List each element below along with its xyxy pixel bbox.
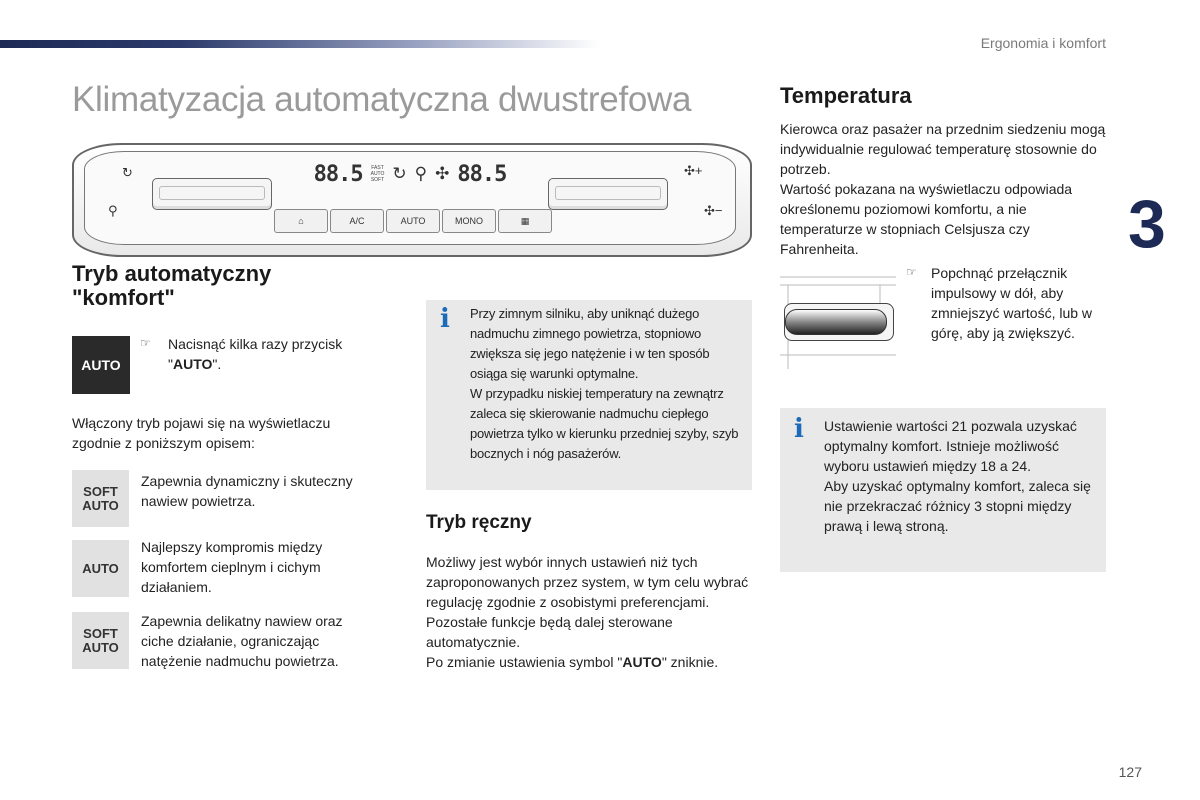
left-temperature-display: 88.5 — [313, 161, 363, 187]
cold-engine-info-box — [426, 300, 752, 490]
soft-auto-badge-high: SOFT AUTO — [72, 470, 129, 527]
mode-description-low: Zapewnia delikatny nawiew oraz ciche działanie, ograniczając natężenie nadmuchu powietrza. — [141, 613, 343, 669]
auto-comfort-heading: Tryb automatyczny "komfort" — [72, 261, 272, 310]
seat-heat-icon: ⚲ — [108, 203, 118, 218]
pointer-icon: ☞ — [140, 336, 151, 350]
panel-display — [300, 158, 520, 190]
temperature-info-box — [780, 408, 1106, 572]
fan-display-icon: ✣ — [435, 164, 450, 183]
temperature-instruction: Popchnąć przełącznik impulsowy w dół, aby zmniejszyć wartość, lub w górę, aby ją zwiększyć. — [931, 265, 1093, 341]
mode-description-high: Zapewnia dynamiczny i skuteczny nawiew powietrza. — [141, 473, 353, 509]
manual-mode-text: Możliwy jest wybór innych ustawień niż tych zaproponowanych przez system, w tym celu wybrać regulację zgodnie z osobistymi preferencjami. Pozostałe funkcje będą dalej sterowane automatycznie. Po zmianie ustawienia symbol "AUTO" zniknie. — [426, 554, 749, 670]
auto-badge: AUTO — [72, 336, 130, 394]
auto-instruction: Nacisnąć kilka razy przycisk "AUTO". — [168, 336, 343, 372]
section-header: Ergonomia i komfort — [980, 35, 1106, 51]
mode-description-normal: Najlepszy kompromis między komfortem cieplnym i cichym działaniem. — [141, 539, 323, 595]
left-temperature-switch — [152, 178, 272, 210]
rear-window-icon: ▦ — [520, 215, 530, 226]
page-title: Klimatyzacja automatyczna dwustrefowa — [72, 80, 692, 119]
soft-auto-badge-low: SOFT AUTO — [72, 612, 129, 669]
chapter-number: 3 — [1128, 186, 1166, 262]
temperature-heading: Temperatura — [780, 83, 912, 108]
switch-roller — [785, 309, 887, 335]
temperature-info-text: Ustawienie wartości 21 pozwala uzyskać optymalny komfort. Istnieje możliwość wyboru ustawień między 18 a 24. Aby uzyskać optymalny komfort, zaleca się nie przekraczać różnicy 3 stopni między prawą i lewą stroną. — [824, 418, 1091, 534]
auto-badge-normal: AUTO — [72, 540, 129, 597]
recirculation-display-icon: ↻ — [392, 164, 407, 183]
fan-increase-icon: ✣+ — [684, 163, 703, 178]
info-icon: i — [794, 414, 804, 444]
windscreen-icon: ⌂ — [298, 216, 304, 226]
climate-control-panel — [72, 143, 750, 255]
temperature-switch-illustration — [780, 273, 896, 369]
right-temperature-switch — [548, 178, 668, 210]
temperature-text: Kierowca oraz pasażer na przednim siedzeniu mogą indywidualnie regulować temperaturę stosownie do potrzeb. Wartość pokazana na wyświetlaczu odpowiada określonemu poziomowi komfortu, a nie temperaturze w stopniach Celsjusza czy Fahrenheita. — [780, 121, 1106, 257]
mono-button: MONO — [442, 209, 496, 233]
page-number: 127 — [1118, 764, 1142, 780]
rear-demist-button — [498, 209, 552, 233]
fan-decrease-icon: ✣− — [704, 203, 723, 218]
info-icon: i — [440, 304, 450, 334]
mode-mini-labels: FAST AUTO SOFT — [370, 165, 385, 183]
auto-lead-text: Włączony tryb pojawi się na wyświetlaczu zgodnie z poniższym opisem: — [72, 415, 331, 451]
windscreen-demist-button — [274, 209, 328, 233]
right-temperature-display: 88.5 — [457, 161, 507, 187]
recirculation-icon: ↻ — [122, 165, 133, 180]
manual-mode-heading: Tryb ręczny — [426, 512, 532, 533]
pointer-icon: ☞ — [906, 265, 917, 279]
header-gradient-bar — [0, 40, 600, 48]
switch-housing — [784, 303, 894, 341]
cold-engine-info-text: Przy zimnym silniku, aby uniknąć dużego nadmuchu zimnego powietrza, stopniowo zwiększa się jego natężenie i w ten sposób osiąga się warunki optymalne. W przypadku niskiej temperatury na zewnątrz zaleca się skierowanie nadmuchu ciepłego powietrza tylko w kierunku przedniej szyby, szyb bocznych i nóg pasażerów. — [470, 306, 739, 461]
auto-button: AUTO — [386, 209, 440, 233]
ac-button: A/C — [330, 209, 384, 233]
airflow-display-icon: ⚲ — [414, 164, 428, 183]
